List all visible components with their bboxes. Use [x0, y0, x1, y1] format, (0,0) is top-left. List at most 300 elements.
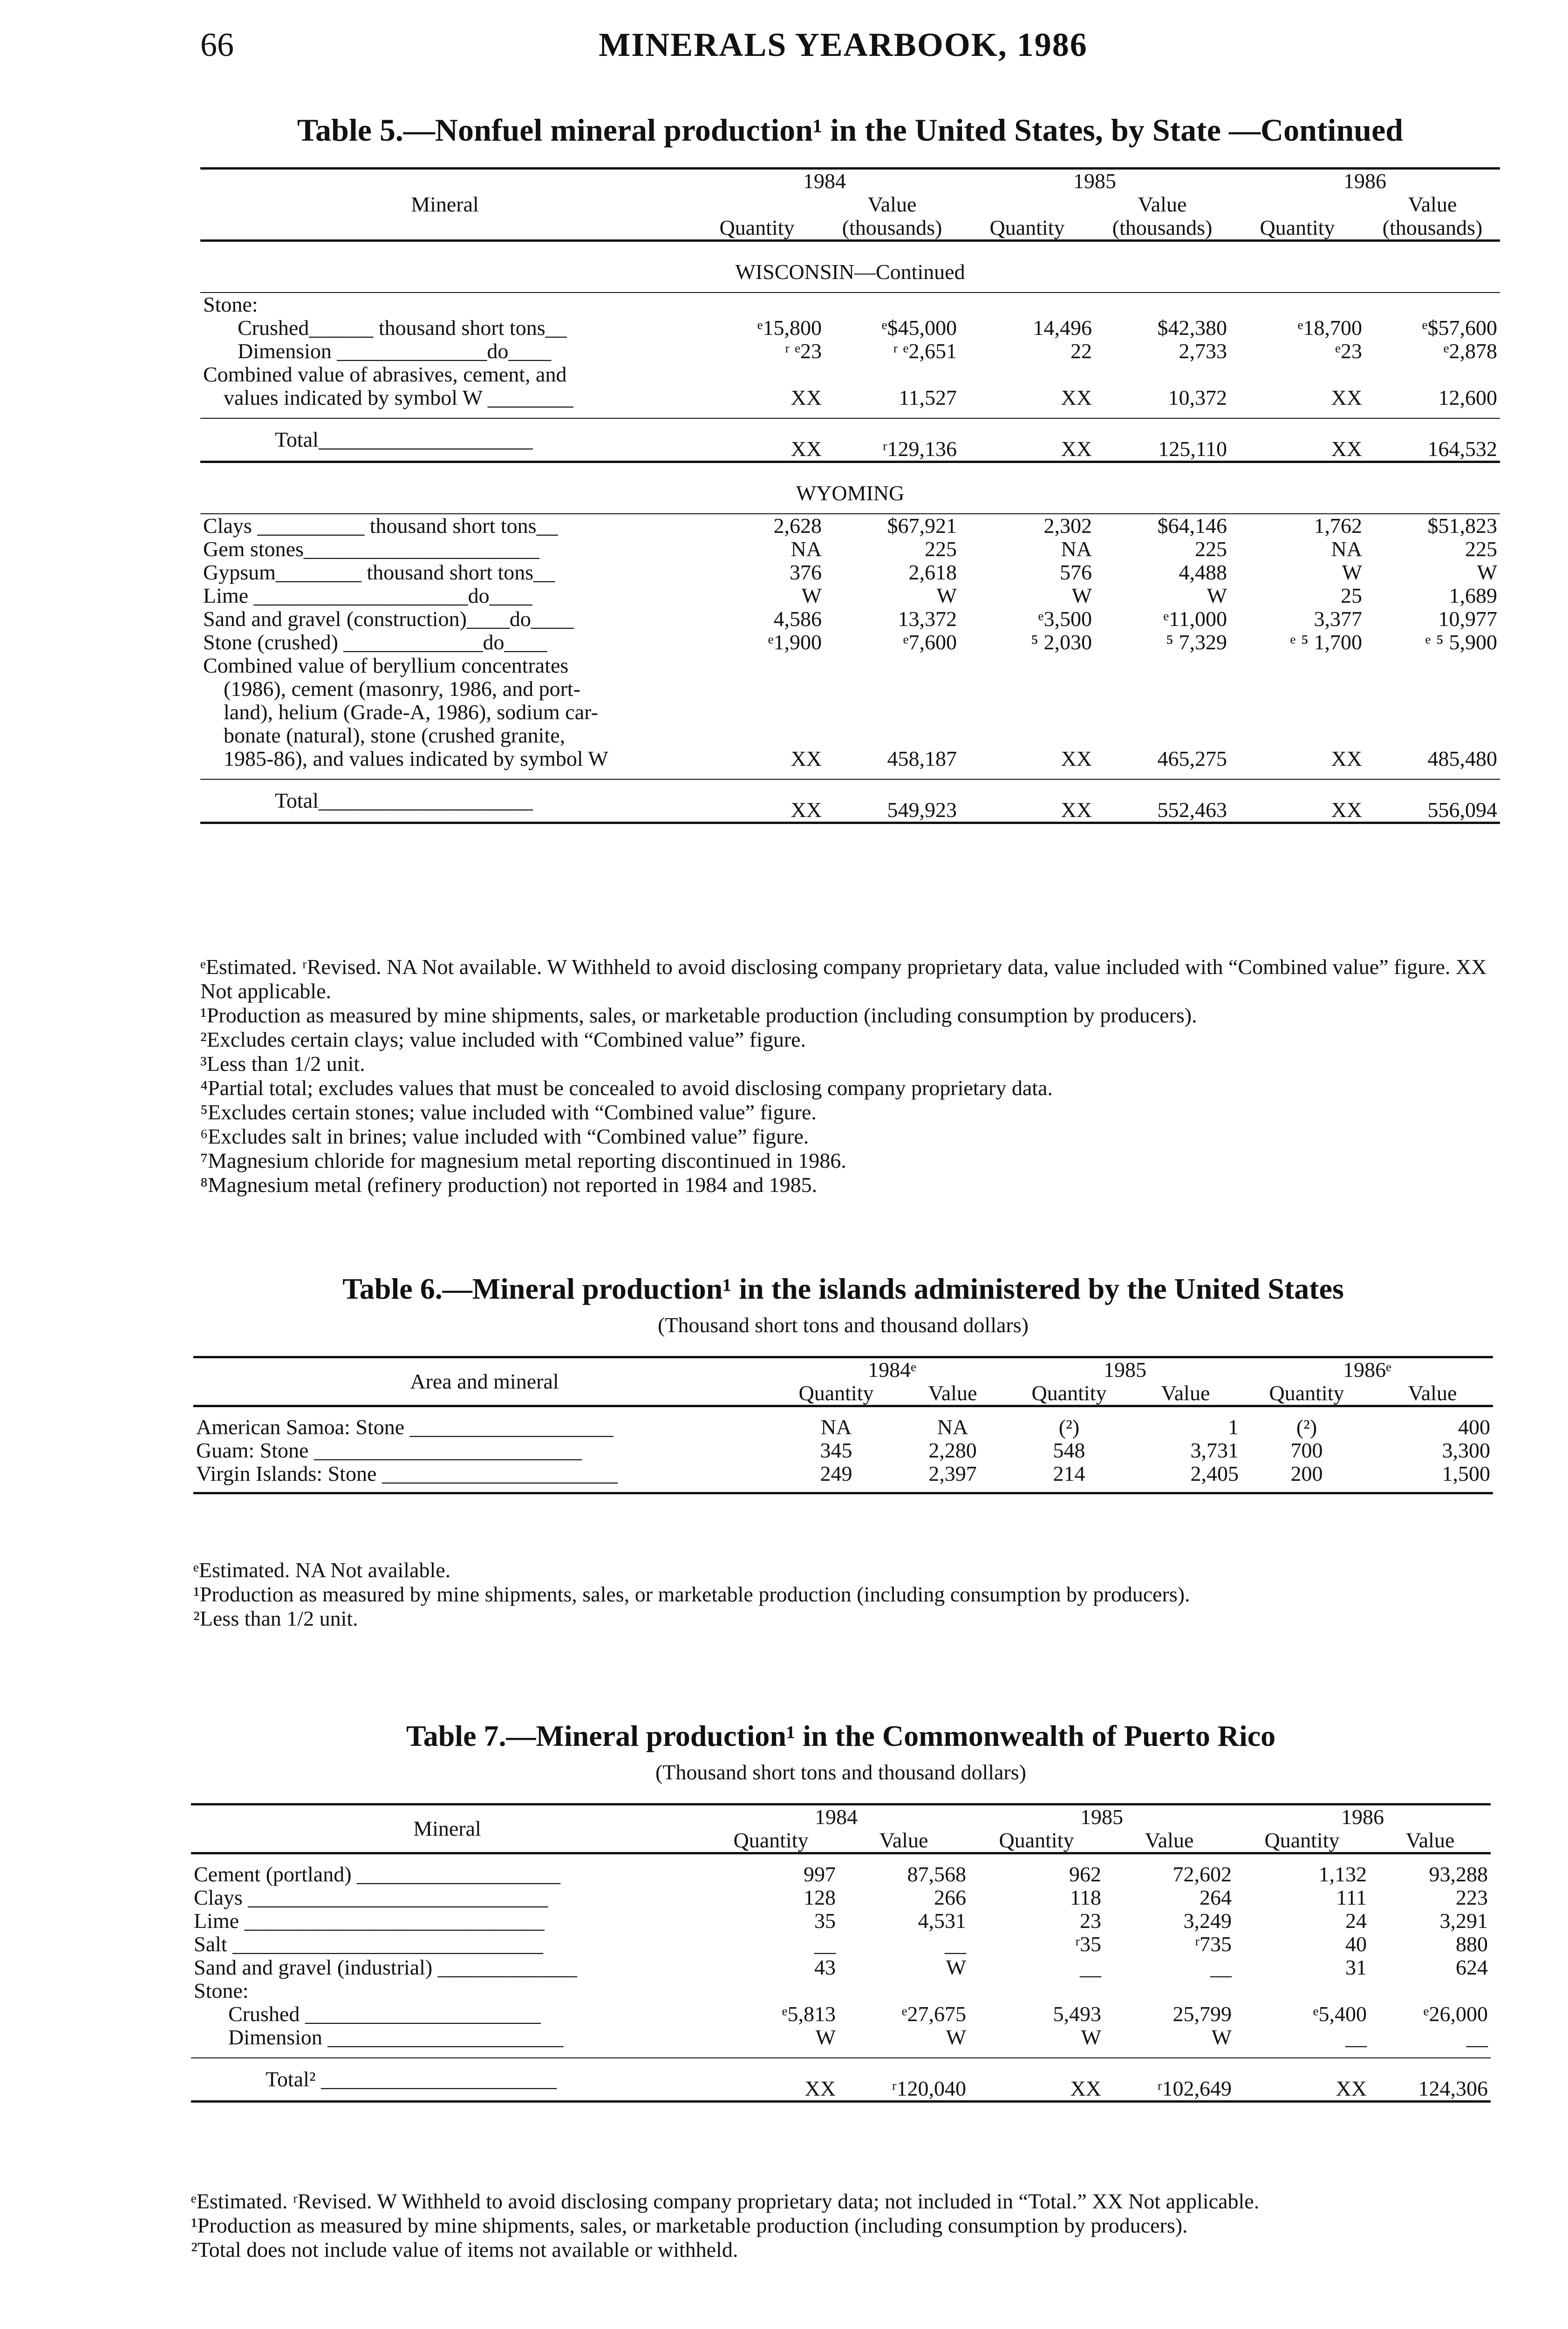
cell	[960, 677, 1095, 701]
cell: ᵉ3,500	[1038, 607, 1092, 631]
cell: ʳ735	[1195, 1932, 1232, 1956]
cell	[1095, 701, 1230, 724]
table-5-title: Table 5.—Nonfuel mineral production¹ in the United States, by State —Continued	[297, 112, 1404, 148]
cell: ᵉ ⁵ 5,900	[1425, 630, 1497, 654]
col-quantity: Quantity	[989, 216, 1065, 239]
cell: 3,300	[1442, 1438, 1490, 1462]
row-label: Stone:	[200, 293, 689, 316]
cell: 225	[1195, 537, 1227, 561]
cell: $42,380	[1157, 316, 1227, 340]
row-label: Salt _____________________________	[194, 1933, 544, 1956]
col-quantity: Quantity	[999, 1828, 1074, 1852]
footnote: ᵉEstimated. ʳRevised. W Withheld to avoid disclosing company proprietary data; not included in “Total.” XX Not applicable.	[191, 2189, 1260, 2213]
cell	[1234, 1979, 1370, 2002]
row-label: Clays ____________________________	[194, 1886, 548, 1909]
cell: 458,187	[887, 747, 957, 770]
cell: XX	[1230, 779, 1365, 823]
footnote: ³Less than 1/2 unit.	[200, 1052, 365, 1076]
total-row	[200, 779, 1500, 823]
cell	[1230, 654, 1365, 677]
table-6-grid	[193, 1356, 1493, 1494]
cell: 10,372	[1168, 386, 1227, 409]
cell	[1365, 293, 1500, 316]
cell: XX	[689, 418, 825, 462]
cell: 266	[934, 1886, 966, 1909]
footnote: ⁶Excludes salt in brines; value included with “Combined value” figure.	[200, 1124, 809, 1148]
table-row	[200, 607, 1500, 631]
year-1985: 1985	[1009, 1357, 1241, 1382]
cell	[969, 1979, 1104, 2002]
cell: 12,600	[1438, 386, 1497, 409]
cell	[960, 724, 1095, 747]
cell: 11,527	[899, 386, 957, 409]
cell: ᵉ$45,000	[881, 316, 957, 340]
cell: 87,568	[907, 1862, 966, 1886]
row-label: Gem stones______________________	[203, 538, 539, 561]
col-quantity: Quantity	[798, 1381, 874, 1405]
row-label: Dimension ______________do____	[238, 340, 552, 363]
col-value: Value	[879, 1828, 928, 1852]
footnote: ⁷Magnesium chloride for magnesium metal reporting discontinued in 1986.	[200, 1149, 846, 1172]
cell: NA	[937, 1415, 968, 1439]
cell: 43	[814, 1955, 836, 1979]
col-value-unit: (thousands)	[842, 216, 942, 239]
cell: XX	[1331, 386, 1362, 409]
row-label: Stone:	[194, 1979, 249, 2002]
year-1985: 1985	[969, 1805, 1234, 1829]
cell: ʳ102,649	[1104, 2058, 1234, 2102]
cell: (²)	[1296, 1415, 1317, 1439]
cell	[1104, 1979, 1234, 2002]
cell: $67,921	[825, 514, 960, 538]
row-label: Crushed______ thousand short tons__	[238, 316, 567, 340]
table-row	[191, 2002, 1491, 2026]
cell: 345	[820, 1438, 852, 1462]
cell: 2,733	[1179, 339, 1227, 363]
table-row	[200, 561, 1500, 584]
table-row	[191, 2026, 1491, 2049]
cell: W	[801, 584, 822, 607]
row-label: Crushed ______________________	[228, 2002, 541, 2026]
table-row	[200, 538, 1500, 561]
cell: 997	[804, 1862, 836, 1886]
table-row	[200, 677, 1500, 701]
cell: __	[1345, 2025, 1367, 2049]
cell: 2,280	[928, 1438, 977, 1462]
cell	[1095, 654, 1230, 677]
cell: ᵉ ⁵ 1,700	[1290, 630, 1362, 654]
cell	[960, 654, 1095, 677]
row-label: 1985-86), and values indicated by symbol W	[224, 747, 608, 770]
cell	[825, 724, 960, 747]
row-label: Total____________________	[200, 779, 689, 823]
footnote: ⁴Partial total; excludes values that must be concealed to avoid disclosing company proprietary data.	[200, 1076, 1053, 1100]
total-row	[191, 2058, 1491, 2102]
cell: NA	[1331, 537, 1362, 561]
footnote: ¹Production as measured by mine shipments, sales, or marketable production (including consumption by producers).	[193, 1582, 1190, 1606]
cell	[1230, 293, 1365, 316]
table-row	[200, 724, 1500, 747]
cell: XX	[960, 779, 1095, 823]
cell: ʳ35	[1075, 1932, 1101, 1956]
table-row	[191, 1886, 1491, 1909]
col-value-unit: (thousands)	[1112, 216, 1213, 239]
cell: 93,288	[1429, 1862, 1488, 1886]
table-row	[200, 654, 1500, 677]
cell: W	[946, 2025, 966, 2049]
cell: W	[1342, 560, 1362, 584]
col-value	[825, 193, 960, 241]
cell: W	[1071, 584, 1092, 607]
cell: 40	[1345, 1932, 1367, 1956]
cell	[1230, 363, 1365, 386]
cell: 214	[1009, 1462, 1130, 1493]
cell: ᵉ$57,600	[1422, 316, 1497, 340]
cell: XX	[1234, 2058, 1370, 2102]
cell: 485,480	[1427, 747, 1497, 770]
cell: 880	[1456, 1932, 1488, 1956]
table-6-subtitle: (Thousand short tons and thousand dollars)	[658, 1313, 1029, 1337]
cell	[825, 363, 960, 386]
cell: XX	[960, 418, 1095, 462]
row-label: Guam: Stone _________________________	[196, 1439, 582, 1462]
col-value	[1365, 193, 1500, 241]
year-1984: 1984ᵉ	[776, 1357, 1009, 1382]
cell: 700	[1290, 1438, 1323, 1462]
table-row	[191, 1933, 1491, 1956]
row-label: land), helium (Grade-A, 1986), sodium car-	[224, 701, 598, 724]
col-value: Value	[1145, 1828, 1194, 1852]
table-5	[200, 112, 1500, 824]
cell	[1370, 1979, 1491, 2002]
cell: 124,306	[1370, 2058, 1491, 2102]
cell: __	[1210, 1955, 1232, 1979]
col-value: Value	[1161, 1381, 1210, 1405]
cell: 556,094	[1365, 779, 1500, 823]
cell	[839, 1979, 969, 2002]
cell	[1230, 724, 1365, 747]
cell	[1365, 724, 1500, 747]
cell	[689, 363, 825, 386]
row-label: Total² ______________________	[191, 2058, 703, 2102]
cell: XX	[791, 386, 822, 409]
footnote: ²Excludes certain clays; value included with “Combined value” figure.	[200, 1028, 806, 1051]
cell: 5,493	[1053, 2002, 1101, 2026]
cell	[689, 293, 825, 316]
cell: XX	[1061, 386, 1092, 409]
row-label: Combined value of beryllium concentrates	[203, 654, 569, 677]
col-area: Area and mineral	[193, 1357, 776, 1406]
cell: XX	[1230, 418, 1365, 462]
cell: 14,496	[1033, 316, 1092, 340]
cell	[689, 724, 825, 747]
row-label: Sand and gravel (industrial) _____________	[194, 1956, 577, 1979]
cell	[1365, 677, 1500, 701]
cell	[689, 677, 825, 701]
cell: 118	[1070, 1886, 1101, 1909]
cell: XX	[791, 747, 822, 770]
cell: ʳ ᵉ23	[784, 339, 822, 363]
section-heading: WISCONSIN—Continued	[200, 241, 1500, 293]
col-quantity: Quantity	[733, 1828, 809, 1852]
col-value-label: Value	[1138, 192, 1187, 216]
footnote: ᵉEstimated. ʳRevised. NA Not available. W Withheld to avoid disclosing company proprietary data, value included with “Combined value” figure. XX Not applicable.	[200, 955, 1487, 1003]
cell: ᵉ15,800	[757, 316, 822, 340]
cell: 10,977	[1438, 607, 1497, 631]
cell: ᵉ1,900	[768, 630, 822, 654]
cell: 249	[776, 1462, 897, 1493]
cell: W	[936, 584, 957, 607]
cell	[960, 363, 1095, 386]
row-label: (1986), cement (masonry, 1986, and port-	[224, 677, 581, 701]
cell: 376	[790, 560, 822, 584]
cell: 264	[1200, 1886, 1232, 1909]
cell	[1230, 677, 1365, 701]
cell	[1095, 724, 1230, 747]
row-label: Gypsum________ thousand short tons__	[203, 561, 555, 584]
cell: 2,397	[897, 1462, 1009, 1493]
table-7-subtitle: (Thousand short tons and thousand dollars)	[655, 1760, 1026, 1784]
cell: 552,463	[1095, 779, 1230, 823]
page-number: 66	[200, 26, 234, 63]
row-label: values indicated by symbol W ________	[224, 386, 573, 409]
row-label: Combined value of abrasives, cement, and	[203, 363, 567, 386]
cell: W	[1081, 2025, 1101, 2049]
row-label: Virgin Islands: Stone ______________________	[193, 1462, 776, 1493]
cell: 400	[1458, 1415, 1490, 1439]
cell: ᵉ11,000	[1163, 607, 1227, 631]
cell: 2,618	[908, 560, 957, 584]
cell: (²)	[1058, 1415, 1080, 1439]
cell	[1365, 701, 1500, 724]
footnote: ⁸Magnesium metal (refinery production) not reported in 1984 and 1985.	[200, 1173, 818, 1197]
cell	[825, 701, 960, 724]
cell: 225	[925, 537, 957, 561]
cell: 223	[1456, 1886, 1488, 1909]
cell: __	[814, 1932, 836, 1956]
cell: ᵉ5,400	[1313, 2002, 1367, 2026]
cell: 624	[1456, 1955, 1488, 1979]
cell: 200	[1241, 1462, 1372, 1493]
cell: NA	[791, 537, 822, 561]
year-1986: 1986ᵉ	[1241, 1357, 1493, 1382]
cell: ʳ ᵉ2,651	[893, 339, 957, 363]
cell: W	[1207, 584, 1227, 607]
cell: ᵉ23	[1335, 339, 1362, 363]
cell: 35	[814, 1909, 836, 1933]
cell	[1095, 677, 1230, 701]
total-row	[200, 418, 1500, 462]
col-value: Value	[928, 1381, 977, 1405]
row-label: Clays __________ thousand short tons__	[200, 514, 689, 538]
col-value-label: Value	[867, 192, 917, 216]
cell: 31	[1345, 1955, 1367, 1979]
col-mineral: Mineral	[191, 1805, 703, 1853]
table-row	[191, 1863, 1491, 1886]
cell	[825, 677, 960, 701]
table-row	[200, 747, 1500, 770]
cell: ⁵ 2,030	[1030, 630, 1092, 654]
cell	[703, 1979, 839, 2002]
table-row	[200, 514, 1500, 538]
cell: ᵉ26,000	[1423, 2002, 1488, 2026]
row-label: American Samoa: Stone ___________________	[196, 1416, 614, 1439]
cell	[689, 701, 825, 724]
cell: 548	[1053, 1438, 1085, 1462]
row-label: Sand and gravel (construction)____do____	[203, 607, 574, 631]
col-value: Value	[1405, 1828, 1455, 1852]
cell: 1,500	[1372, 1462, 1493, 1493]
cell: 3,377	[1314, 607, 1362, 631]
cell: 2,628	[689, 514, 825, 538]
cell: XX	[969, 2058, 1104, 2102]
table-row	[200, 293, 1500, 316]
cell: 1,762	[1230, 514, 1365, 538]
cell	[960, 293, 1095, 316]
table-row	[193, 1462, 1493, 1493]
year-1984: 1984	[689, 169, 960, 193]
table-7-footnotes	[191, 2189, 1491, 2262]
cell: ʳ129,136	[825, 418, 960, 462]
table-6-title: Table 6.—Mineral production¹ in the islands administered by the United States	[342, 1272, 1344, 1305]
row-label: Lime ____________________________	[194, 1909, 545, 1933]
cell: XX	[703, 2058, 839, 2102]
cell	[1230, 701, 1365, 724]
cell	[1365, 363, 1500, 386]
cell	[689, 654, 825, 677]
table-row	[200, 701, 1500, 724]
cell: 13,372	[898, 607, 957, 631]
table-5-footnotes	[200, 955, 1500, 1197]
cell: 23	[1080, 1909, 1101, 1933]
cell: ᵉ27,675	[901, 2002, 966, 2026]
row-label: Lime ____________________do____	[203, 584, 532, 607]
footnote: ²Total does not include value of items not available or withheld.	[191, 2238, 738, 2261]
cell: ᵉ7,600	[903, 630, 957, 654]
table-6	[193, 1272, 1493, 1494]
footnote: ᵉEstimated. NA Not available.	[193, 1558, 451, 1582]
cell: XX	[1331, 747, 1362, 770]
cell: 22	[1070, 339, 1092, 363]
cell: 549,923	[825, 779, 960, 823]
cell: 4,531	[918, 1909, 966, 1933]
table-row	[200, 316, 1500, 340]
cell: 24	[1345, 1909, 1367, 1933]
table-7	[191, 1719, 1491, 2103]
footnote: ¹Production as measured by mine shipments, sales, or marketable production (including consumption by producers).	[191, 2213, 1188, 2237]
cell: 25,799	[1173, 2002, 1232, 2026]
col-value-label: Value	[1408, 192, 1457, 216]
table-5-body	[200, 241, 1500, 823]
cell: 225	[1465, 537, 1497, 561]
cell: 4,586	[773, 607, 822, 631]
cell: 164,532	[1365, 418, 1500, 462]
col-value	[1095, 193, 1230, 241]
cell: 3,249	[1183, 1909, 1232, 1933]
cell: $51,823	[1365, 514, 1500, 538]
cell: 3,291	[1439, 1909, 1488, 1933]
cell: W	[1211, 2025, 1232, 2049]
col-value: Value	[1408, 1381, 1457, 1405]
cell: 1,689	[1449, 584, 1497, 607]
cell: 1,132	[1318, 1862, 1367, 1886]
cell	[1095, 363, 1230, 386]
row-label: Total____________________	[200, 418, 689, 462]
running-title: MINERALS YEARBOOK, 1986	[599, 26, 1088, 63]
table-5-grid	[200, 167, 1500, 824]
table-7-title: Table 7.—Mineral production¹ in the Commonwealth of Puerto Rico	[406, 1719, 1276, 1752]
section-heading: WYOMING	[200, 462, 1500, 514]
col-mineral: Mineral	[200, 169, 689, 241]
cell: 465,275	[1157, 747, 1227, 770]
cell: NA	[820, 1415, 852, 1439]
table-row	[200, 363, 1500, 386]
table-row	[200, 631, 1500, 654]
table-row	[191, 1909, 1491, 1933]
cell: 3,731	[1190, 1438, 1239, 1462]
col-quantity: Quantity	[1031, 1381, 1107, 1405]
cell: 128	[804, 1886, 836, 1909]
col-quantity: Quantity	[1264, 1828, 1340, 1852]
row-label: Dimension ______________________	[228, 2026, 564, 2049]
cell: 111	[1336, 1886, 1367, 1909]
footnote: ⁵Excludes certain stones; value included with “Combined value” figure.	[200, 1100, 817, 1124]
cell: XX	[689, 779, 825, 823]
cell: NA	[1061, 537, 1092, 561]
cell: 2,302	[960, 514, 1095, 538]
cell: 2,405	[1130, 1462, 1241, 1493]
table-row	[200, 340, 1500, 363]
cell	[960, 701, 1095, 724]
year-1984: 1984	[703, 1805, 969, 1829]
cell: 125,110	[1095, 418, 1230, 462]
cell: W	[1477, 560, 1497, 584]
table-row	[191, 1956, 1491, 1979]
footnote: ¹Production as measured by mine shipments, sales, or marketable production (including consumption by producers).	[200, 1003, 1197, 1027]
cell: W	[946, 1955, 966, 1979]
cell: ⁵ 7,329	[1166, 630, 1227, 654]
cell: ᵉ5,813	[782, 2002, 836, 2026]
row-label: Cement (portland) ___________________	[194, 1863, 561, 1886]
cell	[1365, 654, 1500, 677]
table-row	[200, 584, 1500, 607]
year-1985: 1985	[960, 169, 1230, 193]
table-row	[191, 1979, 1491, 2002]
col-quantity: Quantity	[1269, 1381, 1344, 1405]
cell: 72,602	[1173, 1862, 1232, 1886]
cell: ʳ120,040	[839, 2058, 969, 2102]
footnote: ²Less than 1/2 unit.	[193, 1607, 358, 1630]
cell: __	[1080, 1955, 1101, 1979]
table-row	[200, 386, 1500, 409]
year-1986: 1986	[1234, 1805, 1491, 1829]
cell	[1095, 293, 1230, 316]
cell: 4,488	[1179, 560, 1227, 584]
cell: __	[1466, 2025, 1488, 2049]
table-row	[193, 1439, 1493, 1462]
row-label: bonate (natural), stone (crushed granite,	[224, 724, 566, 747]
col-quantity: Quantity	[719, 216, 795, 239]
table-row	[193, 1416, 1493, 1439]
cell: $64,146	[1095, 514, 1230, 538]
col-value-unit: (thousands)	[1382, 216, 1483, 239]
row-label: Stone (crushed) _____________do____	[203, 631, 547, 654]
cell: 962	[1069, 1862, 1101, 1886]
cell: 25	[1341, 584, 1362, 607]
cell: ᵉ2,878	[1443, 339, 1497, 363]
cell	[825, 654, 960, 677]
cell: 576	[1060, 560, 1092, 584]
